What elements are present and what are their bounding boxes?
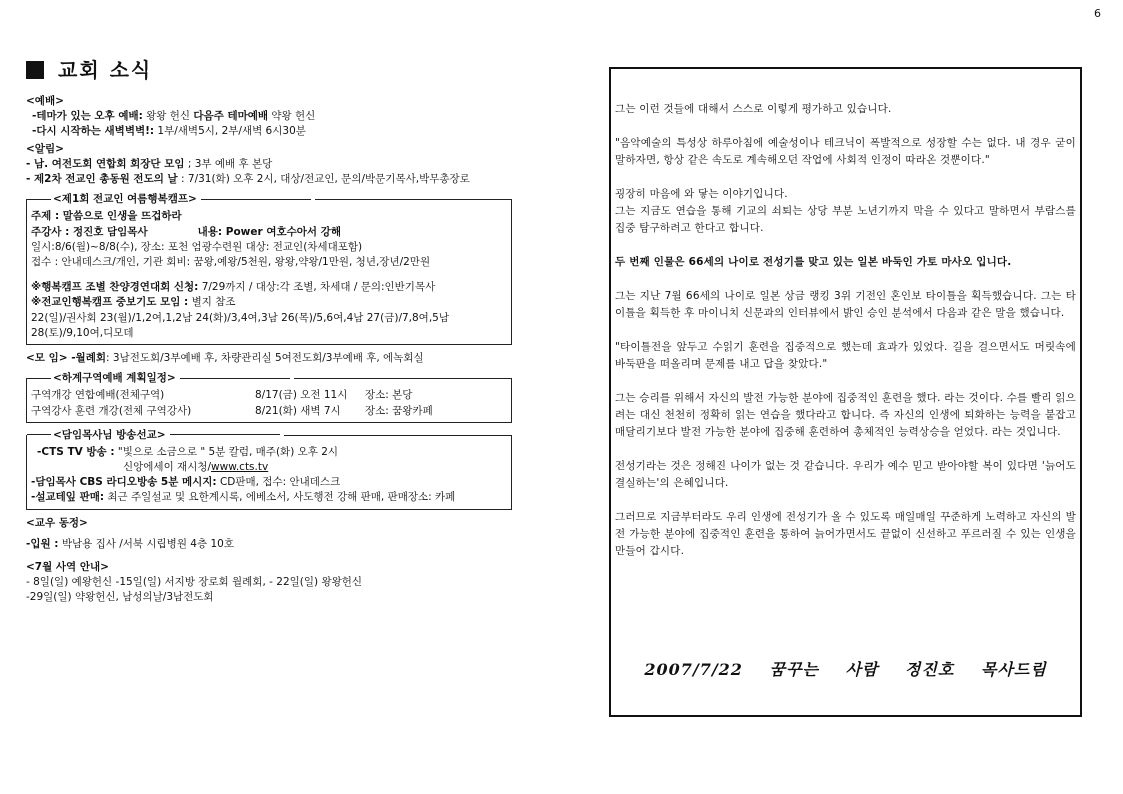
- notice-line-2: [26, 172, 512, 187]
- member-news-label: -입원 :: [26, 537, 59, 550]
- notice-line-2-text: : 7/31(화) 오후 2시, 대상/전교인, 문의/박문기목사,박무총장로: [177, 173, 470, 186]
- district-row: [31, 388, 507, 403]
- broadcast-tape-text: 최근 주일설교 및 요한계시록, 에베소서, 사도행전 강해 판매, 판매장소: 카페: [104, 491, 456, 504]
- notice-heading: <알림>: [26, 142, 64, 155]
- camp-prayer-text: 별지 참조: [188, 296, 236, 309]
- church-news-column: [26, 56, 512, 606]
- broadcast-box: [26, 428, 512, 510]
- district-worship-title: <하계구역예배 계획일정>: [27, 371, 294, 386]
- meeting-label-2: -월례회: [67, 352, 106, 365]
- camp-schedule: 일시:8/6(월)~8/8(수), 장소: 포천 엄광수련원 대상: 전교인(차세대포함): [31, 240, 363, 253]
- page-title: [26, 56, 512, 84]
- camp-theme: [31, 209, 507, 224]
- camp-prayer-schedule-2: 28(토)/9,10여,디모데: [31, 326, 134, 339]
- july-ministry-heading: <7월 사역 안내>: [26, 561, 109, 574]
- worship-dawn-text: 1부/새벽5시, 2부/새벽 6시30분: [154, 125, 306, 138]
- broadcast-replay-text: 신앙에세이 재시청/: [123, 460, 212, 473]
- district-row: [31, 404, 507, 419]
- broadcast-cbs-label: -담임목사 CBS 라디오방송 5분 메시지:: [31, 476, 217, 489]
- notice-line-1-text: ; 3부 예배 후 본당: [184, 157, 273, 170]
- camp-content: 내용: Power 여호수아서 강해: [197, 225, 341, 238]
- district-row-name: 구역개강 연합예배(전체구역): [31, 389, 165, 402]
- page-number: 6: [1094, 7, 1101, 20]
- meeting-line: [26, 351, 512, 366]
- column-paragraph: 굉장히 마음에 와 닿는 이야기입니다.: [615, 188, 788, 200]
- column-paragraph: 그는 승리를 위해서 자신의 발전 가능한 분야에 집중적인 훈련을 했다. 라는 것이다. 수를 빨리 읽으려는 대신 천천히 정확히 읽는 연습을 했다라고 합니다. 즉 자신의 인생에 퇴화하는 능력을 붙잡고 매달리기보다 발전 가능한 분야에 집중해 훈련하여 총체적인 능력상승을 얻었다. 라는 것입니다.: [615, 392, 1076, 438]
- district-row-date: 8/17(금) 오전 11시: [255, 389, 348, 402]
- column-paragraph: 그는 지난 7월 66세의 나이로 일본 상금 랭킹 3위 기전인 혼인보 타이틀을 획득했습니다. 그는 타이틀을 획득한 후 마이니치 신문과의 인터뷰에서 밝인 승인 분석에서 다음과 같은 말을 했습니다.: [615, 290, 1076, 319]
- cts-website-link[interactable]: www.cts.tv: [211, 460, 269, 473]
- worship-heading: <예배>: [26, 95, 64, 107]
- district-row-date: 8/21(화) 새벽 7시: [255, 404, 341, 417]
- july-ministry-line-1: - 8일(일) 예왕헌신 -15일(일) 서지방 장로회 월례회, - 22일(일) 왕왕헌신: [26, 576, 363, 589]
- camp-speaker-line: [31, 225, 507, 240]
- summer-camp-box: [26, 193, 512, 345]
- column-paragraph: 그러므로 지금부터라도 우리 인생에 전성기가 올 수 있도록 매일매일 꾸준하게 노력하고 자신의 발전 가능한 분야에 집중적인 훈련을 통하여 늙어가면서도 끝없이 신선하고 푸르러질 수 있는 인생을 만들어 갑시다.: [615, 511, 1076, 557]
- worship-theme-line: [26, 109, 512, 124]
- camp-contest-label: ※행복캠프 조별 찬양경연대회 신청:: [31, 281, 199, 294]
- worship-theme-text: 왕왕 헌신: [142, 110, 194, 123]
- district-worship-box: [26, 372, 512, 422]
- camp-contest-text: 7/29까지 / 대상:각 조별, 차세대 / 문의:인반기목사: [198, 281, 436, 294]
- notice-line-1: [26, 157, 512, 172]
- broadcast-cts-label: -CTS TV 방송 :: [37, 445, 115, 458]
- column-paragraph: "타이틀전을 앞두고 수읽기 훈련을 집중적으로 했는데 효과가 있었다. 길을 걸으면서도 머릿속에 바둑판을 떠올리며 문제를 내고 답을 찾았다.": [615, 341, 1076, 370]
- broadcast-title: <담임목사님 방송선교>: [27, 428, 284, 443]
- broadcast-replay-line: [31, 460, 507, 475]
- meeting-label: <모 임>: [26, 352, 68, 365]
- broadcast-cbs-text: CD판매, 접수: 안내데스크: [216, 476, 341, 489]
- july-ministry-line-2: -29일(일) 약왕헌신, 남성의날/3남전도회: [26, 591, 214, 604]
- worship-theme-label: -테마가 있는 오후 예배:: [32, 110, 143, 123]
- black-square-icon: [26, 61, 44, 79]
- column-paragraph-highlight: 두 번째 인물은 66세의 나이로 전성기를 맞고 있는 일본 바둑인 가토 마사오 입니다.: [615, 256, 1012, 268]
- camp-prayer-line: [31, 295, 507, 310]
- column-paragraph: 그는 이런 것들에 대해서 스스로 이렇게 평가하고 있습니다.: [615, 103, 892, 115]
- worship-next-label: 다음주 테마예배: [193, 110, 269, 123]
- broadcast-tape-label: -설교테잎 판매:: [31, 491, 105, 504]
- column-paragraph: 그는 지금도 연습을 통해 기교의 쇠퇴는 상당 부분 노년기까지 막을 수 있다고 말하면서 부람스를 집중 탐구하려고 한다고 합니다.: [615, 205, 1076, 234]
- broadcast-tape-line: [31, 490, 507, 505]
- meeting-text: : 3남전도회/3부예배 후, 차량관리실 5여전도회/3부예배 후, 에녹회실: [106, 352, 424, 365]
- camp-prayer-label: ※전교인행복캠프 중보기도 모임 :: [31, 296, 189, 309]
- camp-theme-text: 주제 : 말씀으로 인생을 뜨겁하라: [31, 210, 182, 223]
- notice-line-1-label: - 남. 여전도회 연합회 회장단 모임: [26, 157, 185, 170]
- camp-register: 접수 : 안내데스크/개인, 기관 회비: 꿈왕,예왕/5천원, 왕왕,약왕/1만원, 청년,장년/2만원: [31, 255, 431, 268]
- member-news-line: [26, 537, 512, 552]
- worship-dawn-label: -다시 시작하는 새벽벽벽!:: [32, 125, 155, 138]
- camp-speaker: 주강사 : 정진호 담임목사: [31, 225, 148, 238]
- broadcast-cbs-line: [31, 475, 507, 490]
- pastor-signature: 2007/7/22 꿈꾸는 사람 정진호 목사드림: [644, 659, 1047, 679]
- page-title-text: 교회 소식: [58, 57, 153, 82]
- column-paragraph: 전성기라는 것은 정해진 나이가 없는 것 같습니다. 우리가 예수 믿고 받아야할 복이 있다면 '늙어도 결실하는'의 은혜입니다.: [615, 460, 1076, 489]
- member-news-heading: <교우 동정>: [26, 516, 88, 529]
- summer-camp-title: <제1회 전교인 여름행복캠프>: [27, 192, 315, 207]
- notice-line-2-label: - 제2차 전교인 총동원 전도의 날: [26, 173, 178, 186]
- district-row-place: 장소: 본당: [365, 389, 413, 402]
- district-row-name: 구역강사 훈련 개강(전체 구역강사): [31, 404, 192, 417]
- broadcast-cts-text: "빛으로 소금으로 " 5분 칼럼, 매주(화) 오후 2시: [114, 445, 339, 458]
- member-news-text: 박남용 집사 /서북 시립병원 4층 10호: [58, 537, 234, 550]
- broadcast-cts-line: [31, 445, 507, 460]
- column-paragraph: "음악예술의 특성상 하루아침에 예술성이나 테크닉이 폭발적으로 성장할 수는 없다. 내 경우 굳이 말하자면, 항상 같은 속도로 계속해오던 작업에 사회적 인정이 따라온 것뿐이다.": [615, 137, 1076, 166]
- camp-prayer-schedule-1: 22(일)/권사회 23(월)/1,2여,1,2남 24(화)/3,4여,3남 26(목)/5,6여,4남 27(금)/7,8여,5남: [31, 311, 449, 324]
- pastor-column-text: [615, 101, 1076, 560]
- worship-dawn-line: [26, 124, 512, 139]
- camp-contest-line: [31, 280, 507, 295]
- district-row-place: 장소: 꿈왕카페: [365, 404, 433, 417]
- worship-next-text: 약왕 헌신: [268, 110, 316, 123]
- pastor-column-box: [609, 67, 1082, 717]
